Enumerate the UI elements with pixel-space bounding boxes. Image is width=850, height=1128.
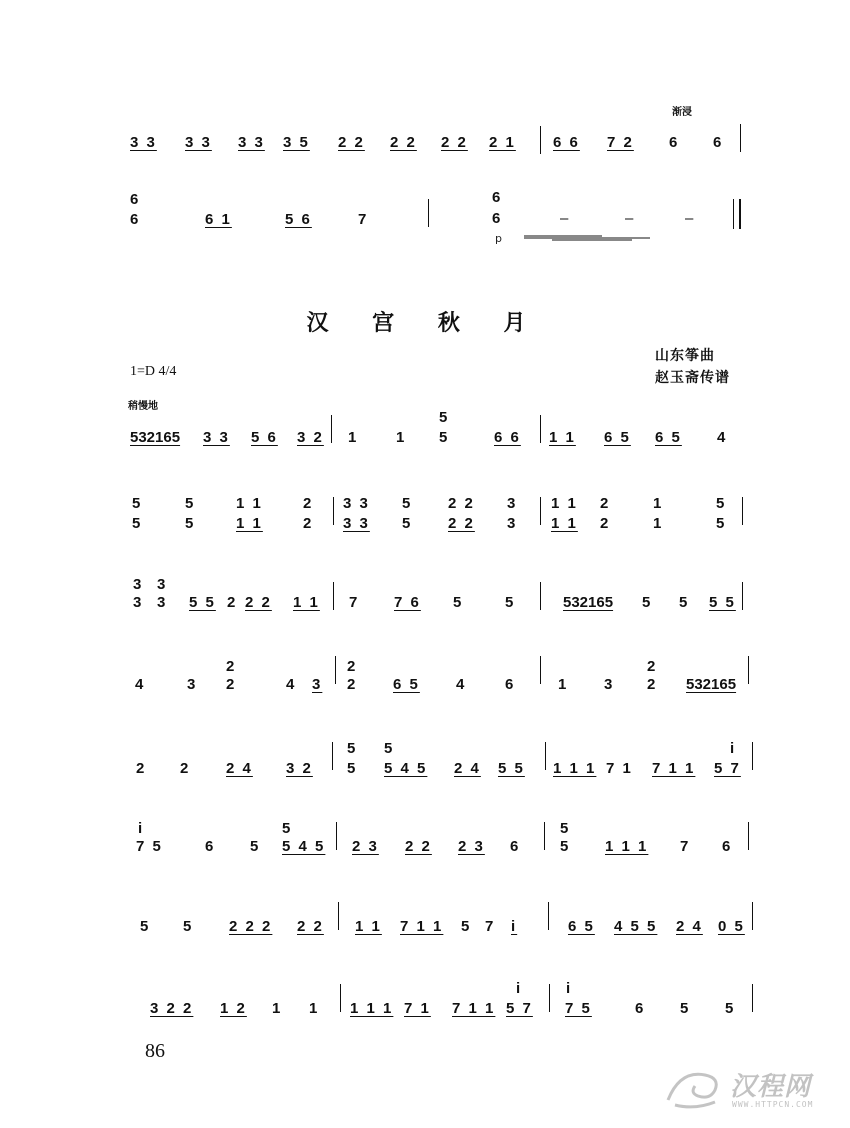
note: 2 2 <box>448 495 475 512</box>
note-group: 3 3 <box>203 429 230 446</box>
note: 5 <box>140 918 151 935</box>
bar-line <box>335 656 336 684</box>
note: 6 <box>510 838 521 855</box>
note-group: 5 6 <box>251 429 278 446</box>
note-group: 5 4 5 <box>282 838 326 855</box>
bar-line <box>540 415 541 443</box>
note: 6 <box>492 210 503 227</box>
note-group: 6 5 <box>655 429 682 446</box>
note-group: 5 5 <box>498 760 525 777</box>
bar-line <box>742 497 743 525</box>
note: 5 <box>347 740 358 757</box>
note-group: 3 2 <box>297 429 324 446</box>
note: 4 <box>135 676 146 693</box>
note-group: 1 1 1 <box>350 1000 394 1017</box>
site-watermark <box>640 1060 840 1120</box>
note-group: 1 1 <box>549 429 576 446</box>
bar-line <box>748 656 749 684</box>
note-group: 2 2 <box>297 918 324 935</box>
key-signature: 1=D 4/4 <box>130 364 177 379</box>
staff-row-4 <box>0 650 850 730</box>
note-group: 3 2 2 <box>150 1000 194 1017</box>
note: 2 <box>303 495 314 512</box>
note: 6 <box>130 191 141 208</box>
piece-source: 山东筝曲 <box>655 348 715 364</box>
note: 2 <box>303 515 314 532</box>
note: 5 <box>453 594 464 611</box>
note: 5 <box>560 838 571 855</box>
note-group: 5 7 <box>714 760 741 777</box>
note: 3 <box>507 515 518 532</box>
sustain-dash: – <box>685 210 694 227</box>
bar-line <box>545 742 546 770</box>
note: 6 <box>205 838 216 855</box>
bar-line <box>752 984 753 1012</box>
double-bar-line <box>733 199 741 229</box>
note: 3 <box>157 576 168 593</box>
note: 5 <box>185 495 196 512</box>
bar-line <box>544 822 545 850</box>
note: 3 <box>604 676 615 693</box>
staff-row-2 <box>0 485 850 565</box>
note-group: 7 6 <box>394 594 421 611</box>
note: 5 <box>132 515 143 532</box>
note: 5 <box>716 515 727 532</box>
wave-logo-icon <box>660 1060 730 1115</box>
bar-line <box>540 497 541 525</box>
note: 5 <box>185 515 196 532</box>
note-group: 3 <box>312 676 323 693</box>
piece-transcriber: 赵玉斋传谱 <box>655 370 730 386</box>
expression-annotation: 渐浸 <box>672 107 692 118</box>
note: 2 <box>226 676 237 693</box>
staff-row-3 <box>0 568 850 648</box>
note: 5 <box>347 760 358 777</box>
staff-row-7 <box>0 890 850 970</box>
bar-line <box>540 656 541 684</box>
note: 5 <box>183 918 194 935</box>
note: 5 <box>402 515 413 532</box>
note-group: 7 1 1 <box>652 760 696 777</box>
note-group: 1 1 1 <box>605 838 649 855</box>
note-group: 3 5 <box>283 134 310 151</box>
note: 2 <box>180 760 191 777</box>
note-group: 6 6 <box>553 134 580 151</box>
note: 5 <box>461 918 472 935</box>
note: 7 5 <box>136 838 163 855</box>
note: 2 <box>226 658 237 675</box>
note: 6 <box>635 1000 646 1017</box>
note: 1 <box>309 1000 320 1017</box>
bar-line <box>752 902 753 930</box>
bar-line <box>338 902 339 930</box>
note: 5 <box>402 495 413 512</box>
note: 7 1 <box>606 760 633 777</box>
note: 4 <box>456 676 467 693</box>
note-group: 3 2 <box>286 760 313 777</box>
note: 1 <box>396 429 407 446</box>
bar-line <box>540 126 541 154</box>
bar-line <box>549 984 550 1012</box>
note-group: 1 1 <box>355 918 382 935</box>
note-group: 5 5 <box>189 594 216 611</box>
note-group: 532165 <box>686 676 737 693</box>
note-group: 2 4 <box>454 760 481 777</box>
note: 6 <box>713 134 724 151</box>
note: 1 1 <box>551 495 578 512</box>
note-group: 5 4 5 <box>384 760 428 777</box>
note: 6 <box>492 189 503 206</box>
note: 5 <box>384 740 395 757</box>
bar-line <box>336 822 337 850</box>
note-group: 2 3 <box>458 838 485 855</box>
note-group: 2 2 <box>405 838 432 855</box>
note-group: 7 5 <box>565 1000 592 1017</box>
note: 5 <box>716 495 727 512</box>
bar-line <box>742 582 743 610</box>
note: 4 <box>286 676 297 693</box>
note: 3 <box>507 495 518 512</box>
note: 2 <box>227 594 238 611</box>
note-group: 7 1 1 <box>400 918 444 935</box>
note-group: 2 3 <box>352 838 379 855</box>
dynamic-mark: p <box>495 232 502 245</box>
note-group: 7 1 <box>404 1000 431 1017</box>
note-group: 3 3 <box>130 134 157 151</box>
note: 2 <box>647 676 658 693</box>
note: 1 <box>653 495 664 512</box>
note-group: i <box>511 918 518 935</box>
staff-row-1 <box>0 405 850 485</box>
note: 3 <box>187 676 198 693</box>
note-group: 2 4 <box>676 918 703 935</box>
note-group: 2 1 <box>489 134 516 151</box>
note: 5 <box>505 594 516 611</box>
bar-line <box>340 984 341 1012</box>
note-group: 2 2 2 <box>229 918 273 935</box>
note-group: 1 1 <box>236 515 263 532</box>
note-group: 1 1 1 <box>553 760 597 777</box>
note: 2 <box>647 658 658 675</box>
tempo-mark: 稍慢地 <box>128 401 158 412</box>
note-group: 2 2 <box>448 515 475 532</box>
note: i <box>138 820 145 837</box>
note-group: 6 6 <box>494 429 521 446</box>
note: 1 <box>272 1000 283 1017</box>
top-staff-row-2 <box>0 185 850 265</box>
note-group: 1 2 <box>220 1000 247 1017</box>
note: 2 <box>136 760 147 777</box>
note-group: 2 2 <box>390 134 417 151</box>
note-group: 6 1 <box>205 211 232 228</box>
note-group: 0 5 <box>718 918 745 935</box>
watermark-url: WWW.HTTPCN.COM <box>732 1100 814 1109</box>
note: 3 3 <box>343 495 370 512</box>
staff-row-6 <box>0 808 850 888</box>
note: 3 <box>133 576 144 593</box>
sustain-dash: – <box>560 210 569 227</box>
note: 5 <box>250 838 261 855</box>
note-group: 6 5 <box>604 429 631 446</box>
note-group: 6 5 <box>393 676 420 693</box>
staff-row-5 <box>0 730 850 810</box>
note: 3 <box>133 594 144 611</box>
note-group: 6 5 <box>568 918 595 935</box>
bar-line <box>333 497 334 525</box>
note-group: 7 1 1 <box>452 1000 496 1017</box>
piece-title: 汉 宫 秋 月 <box>306 311 544 336</box>
note-group: 2 4 <box>226 760 253 777</box>
note: 6 <box>505 676 516 693</box>
note-group: 2 2 <box>338 134 365 151</box>
tremolo-wave <box>522 233 652 243</box>
note: 3 <box>157 594 168 611</box>
bar-line <box>752 742 753 770</box>
note: 5 <box>642 594 653 611</box>
note: 5 <box>439 409 450 426</box>
note: 1 <box>348 429 359 446</box>
note: 7 <box>680 838 691 855</box>
bar-line <box>548 902 549 930</box>
watermark-text: 汉程网 <box>730 1072 812 1102</box>
note: 2 <box>347 676 358 693</box>
note: i <box>516 980 523 997</box>
note: i <box>566 980 573 997</box>
note: 2 <box>600 495 611 512</box>
sustain-dash: – <box>625 210 634 227</box>
note: 4 <box>717 429 728 446</box>
note-group: 3 3 <box>343 515 370 532</box>
note: 5 <box>725 1000 736 1017</box>
note: i <box>730 740 737 757</box>
note: 7 <box>358 211 369 228</box>
bar-line <box>333 582 334 610</box>
note: 5 <box>439 429 450 446</box>
note: 6 <box>669 134 680 151</box>
note-group: 5 6 <box>285 211 312 228</box>
note: 6 <box>130 211 141 228</box>
note-group: 2 2 <box>441 134 468 151</box>
note-group: 2 2 <box>245 594 272 611</box>
note: 5 <box>560 820 571 837</box>
bar-line <box>740 124 741 152</box>
note: 2 <box>600 515 611 532</box>
note-group: 5 7 <box>506 1000 533 1017</box>
bar-line <box>748 822 749 850</box>
bar-line <box>332 742 333 770</box>
note: 7 <box>349 594 360 611</box>
note-group: 1 1 <box>551 515 578 532</box>
note-group: 3 3 <box>238 134 265 151</box>
note-group: 3 3 <box>185 134 212 151</box>
note: 7 <box>485 918 496 935</box>
note-group: 5 5 <box>709 594 736 611</box>
note-group: 7 2 <box>607 134 634 151</box>
note-group: 4 5 5 <box>614 918 658 935</box>
note-group: 1 1 <box>293 594 320 611</box>
note-group: 532165 <box>130 429 181 446</box>
bar-line <box>428 199 429 227</box>
bar-line <box>540 582 541 610</box>
note: 5 <box>132 495 143 512</box>
note: 1 <box>558 676 569 693</box>
note: 1 1 <box>236 495 263 512</box>
page-number: 86 <box>145 1040 165 1062</box>
note: 6 <box>722 838 733 855</box>
bar-line <box>331 415 332 443</box>
staff-row-8 <box>0 970 850 1050</box>
note-group: 532165 <box>563 594 614 611</box>
note: 1 <box>653 515 664 532</box>
note: 5 <box>679 594 690 611</box>
note: 5 <box>282 820 293 837</box>
note: 2 <box>347 658 358 675</box>
note: 5 <box>680 1000 691 1017</box>
